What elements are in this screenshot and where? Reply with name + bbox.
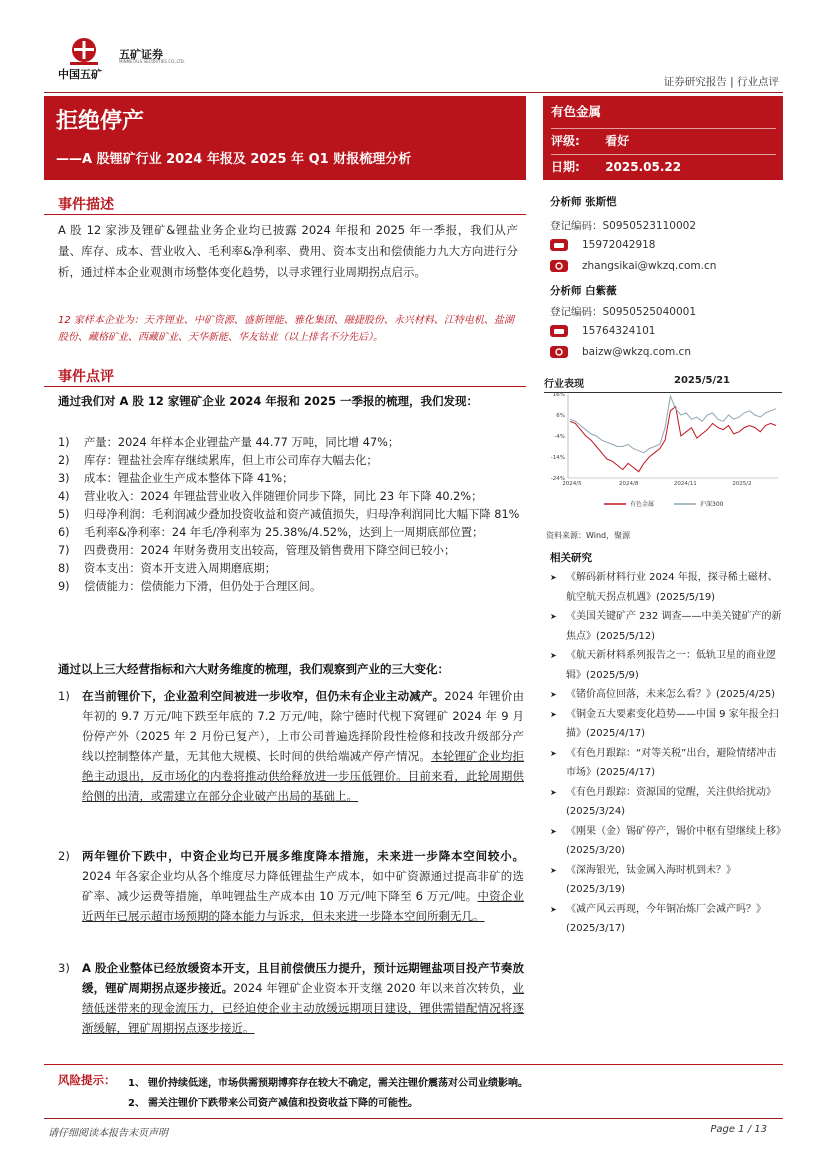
section-heading-event: 事件描述 — [58, 197, 114, 213]
analyst-name: 分析师 张斯恺 — [550, 196, 617, 208]
arrow-icon: ➤ — [550, 573, 557, 582]
analyst-phone: 15972042918 — [550, 238, 656, 252]
related-heading: 相关研究 — [550, 552, 592, 564]
date-row — [551, 154, 776, 178]
risk-item: 1、 锂价持续低迷，市场供需预期博弈存在较大不确定，需关注锂价震荡对公司业绩影响。 — [128, 1078, 528, 1089]
rating-row — [551, 128, 776, 152]
list-item: 1) 产量：2024 年样本企业锂盐产量 44.77 万吨，同比增 47%； — [58, 436, 400, 449]
rating-box — [543, 96, 783, 180]
list-item: 9) 偿债能力：偿债能力下滑，但仍处于合理区间。 — [58, 580, 322, 593]
phone-icon — [550, 238, 568, 252]
date-label: 日期: — [551, 160, 580, 174]
page-number: Page 1 / 13 — [710, 1124, 767, 1135]
list-item: 2) 库存：锂盐社会库存继续累库，但上市公司库存大幅去化； — [58, 454, 378, 467]
event-body: A 股 12 家涉及锂矿&锂盐业务企业均已披露 2024 年报和 2025 年一季报，我们从产量、库存、成本、营业收入、毛利率&净利率、费用、资本支出和偿债能力九大方向进行分析，通过样本企业观测市场整体变化趋势，以寻求锂行业周期拐点启示。 — [58, 223, 518, 279]
series-line — [570, 396, 776, 453]
findings-intro: 通过我们对 A 股 12 家锂矿企业 2024 年报和 2025 一季报的梳理，我们发现： — [58, 394, 478, 408]
x-tick-label: 2024/8 — [618, 481, 639, 487]
sector-name: 有色金属 — [551, 104, 602, 119]
analyst-name: 分析师 白紫薇 — [550, 285, 617, 297]
date-value: 2025.05.22 — [605, 160, 682, 174]
list-item: 3) 成本：锂盐企业生产成本整体下降 41%； — [58, 472, 294, 485]
title-banner — [44, 96, 526, 180]
changes-intro: 通过以上三大经营指标和六大财务维度的梳理，我们观察到产业的三大变化： — [58, 662, 449, 676]
breadcrumb: 证券研究报告 | 行业点评 — [663, 76, 779, 88]
arrow-icon: ➤ — [550, 690, 557, 699]
arrow-icon: ➤ — [550, 651, 557, 660]
arrow-icon: ➤ — [550, 709, 557, 719]
related-report-link[interactable]: ➤ 《美国关键矿产 232 调查——中美关键矿产的新焦点》(2025/5/12) — [550, 607, 785, 646]
list-item: 4) 营业收入：2024 年锂盐营业收入伴随锂价同步下降，同比 23 年下降 40.2%； — [58, 490, 483, 503]
related-report-link[interactable]: ➤ 《铜金五大要素变化趋势——中国 9 家年报全扫描》(2025/4/17) — [550, 705, 785, 744]
rating-value: 看好 — [605, 134, 630, 148]
related-report-link[interactable]: ➤ 《航天新材料系列报告之一：低轨卫星的商业逻辑》(2025/5/9) — [550, 646, 785, 685]
related-report-link[interactable]: ➤ 《有色月跟踪：资源国的觉醒，关注供给扰动》(2025/3/24) — [550, 783, 785, 822]
analyst-reg: 登记编码：S0950525040001 — [550, 306, 697, 318]
analyst-email[interactable]: zhangsikai@wkzq.com.cn — [550, 259, 716, 273]
section-divider — [44, 386, 526, 387]
analyst-email[interactable]: baizw@wkzq.com.cn — [550, 345, 691, 359]
y-tick-label: 16% — [552, 392, 565, 398]
chart-source: 资料来源：Wind，聚源 — [546, 531, 631, 540]
y-tick-label: -24% — [550, 476, 565, 482]
report-subtitle: ——A 股锂矿行业 2024 年报及 2025 年 Q1 财报梳理分析 — [56, 152, 412, 167]
list-item: 5) 归母净利润：毛利润减少叠加投资收益和资产减值损失，归母净利润同比大幅下降 81% — [58, 508, 520, 521]
performance-chart — [544, 390, 784, 518]
x-tick-label: 2024/11 — [673, 481, 697, 487]
footer-divider — [44, 1118, 783, 1119]
x-tick-label: 2024/5 — [562, 481, 582, 487]
legend-label: 有色金属 — [630, 501, 655, 508]
arrow-icon: ➤ — [550, 787, 557, 797]
y-tick-label: 6% — [556, 413, 565, 419]
related-list — [550, 568, 785, 939]
header-divider — [44, 92, 783, 93]
analyst-phone: 15764324101 — [550, 324, 656, 338]
arrow-icon: ➤ — [550, 748, 557, 758]
performance-date: 2025/5/21 — [674, 375, 731, 386]
section-heading-comment: 事件点评 — [58, 369, 114, 385]
performance-title: 行业表现 — [544, 379, 584, 390]
y-tick-label: -4% — [554, 434, 565, 440]
risk-divider — [44, 1064, 783, 1065]
legend-label: 沪深300 — [700, 501, 724, 508]
list-item: 8) 资本支出：资本开支进入周期磨底期； — [58, 562, 277, 575]
sample-companies: 12 家样本企业为：天齐锂业、中矿资源、盛新锂能、雅化集团、融捷股份、永兴材料、江特电机、盐湖股份、藏格矿业、西藏矿业、天华新能、华友钴业（以上排名不分先后）。 — [58, 315, 514, 343]
analyst-reg: 登记编码：S0950523110002 — [550, 220, 697, 232]
company-logo — [62, 36, 106, 68]
arrow-icon: ➤ — [550, 904, 557, 914]
change-point: 3) A 股企业整体已经放缓资本开支，且目前偿债压力提升，预计远期锂盐项目投产节奏放缓，锂矿周期拐点逐步接近。2024 年锂矿企业资本开支继 2020 年以来首次转负，业绩低迷带来的现金流压力，已经迫使企业主动放缓远期项目建设，锂供需错配情况将逐渐缓解，锂矿周期拐点逐步接近。 — [58, 961, 525, 1035]
list-item: 6) 毛利率&净利率：24 年毛/净利率为 25.38%/4.52%，达到上一周期底部位置； — [58, 526, 484, 539]
brand-subtitle: MINMETALS SECURITIES CO.,LTD. — [119, 59, 186, 64]
related-report-link[interactable]: ➤ 《刚果（金）锡矿停产，锡价中枢有望继续上移》(2025/3/20) — [550, 822, 785, 861]
change-point: 1) 在当前锂价下，企业盈利空间被进一步收窄，但仍未有企业主动减产。2024 年锂价由年初的 9.7 万元/吨下跌至年底的 7.2 万元/吨，除宁德时代枧下窝锂矿 2024 年 9 月份停产外（2025 年 2 月份已复产），上市公司普遍选择阶段性检修和技改升级部分产线以控制整体产量，无其他大规模、长时间的供给端减产停产情况。本轮锂矿企业均拒绝主动退出，反市场化的内卷将推动供给释放进一步压低锂价。目前来看，此轮周期供给侧的出清，或需建立在部分企业破产出局的基础上。 — [58, 689, 525, 803]
report-title: 拒绝停产 — [56, 109, 145, 134]
list-item: 7) 四费费用：2024 年财务费用支出较高，管理及销售费用下降空间已较小； — [58, 544, 456, 557]
arrow-icon: ➤ — [550, 865, 557, 875]
related-report-link[interactable]: ➤ 《解码新材料行业 2024 年报，探寻稀土磁材、航空航天拐点机遇》(2025/5/19) — [550, 568, 785, 607]
email-icon — [550, 259, 568, 273]
related-report-link[interactable]: ➤ 《有色月跟踪：“对等关税”出台，避险情绪冲击市场》(2025/4/17) — [550, 744, 785, 783]
x-tick-label: 2025/2 — [732, 481, 752, 487]
findings-list — [58, 435, 524, 597]
related-report-link[interactable]: ➤ 《深海银光，钛金属入海时机到未？》(2025/3/19) — [550, 861, 785, 900]
y-tick-label: -14% — [550, 455, 565, 461]
related-report-link[interactable]: ➤ 《锗价高位回落，未来怎么看？》(2025/4/25) — [550, 685, 785, 705]
phone-icon — [550, 324, 568, 338]
brand-name: 五矿证券 — [119, 48, 163, 61]
rating-label: 评级: — [551, 134, 580, 148]
arrow-icon: ➤ — [550, 612, 557, 621]
change-point: 2) 两年锂价下跌中，中资企业均已开展多维度降本措施，未来进一步降本空间较小。2024 年各家企业均从各个维度尽力降低锂盐生产成本，如中矿资源通过提高非矿的选矿率、减少运费等措施，单吨锂盐生产成本由 10 万元/吨下降至 6 万元/吨。中资企业近两年已展示超市场预期的降本能力与诉求，但未来进一步降本空间所剩无几。 — [58, 849, 524, 923]
disclaimer-note: 请仔细阅读本报告末页声明 — [48, 1128, 168, 1139]
arrow-icon: ➤ — [550, 826, 557, 836]
logo-text: 中国五矿 — [58, 68, 102, 81]
related-report-link[interactable]: ➤ 《减产风云再现，今年铜冶炼厂会减产吗？》(2025/3/17) — [550, 900, 785, 939]
email-icon — [550, 345, 568, 359]
section-divider — [44, 214, 526, 215]
risk-label: 风险提示： — [58, 1073, 116, 1087]
risk-item: 2、 需关注锂价下跌带来公司资产减值和投资收益下降的可能性。 — [128, 1098, 418, 1109]
